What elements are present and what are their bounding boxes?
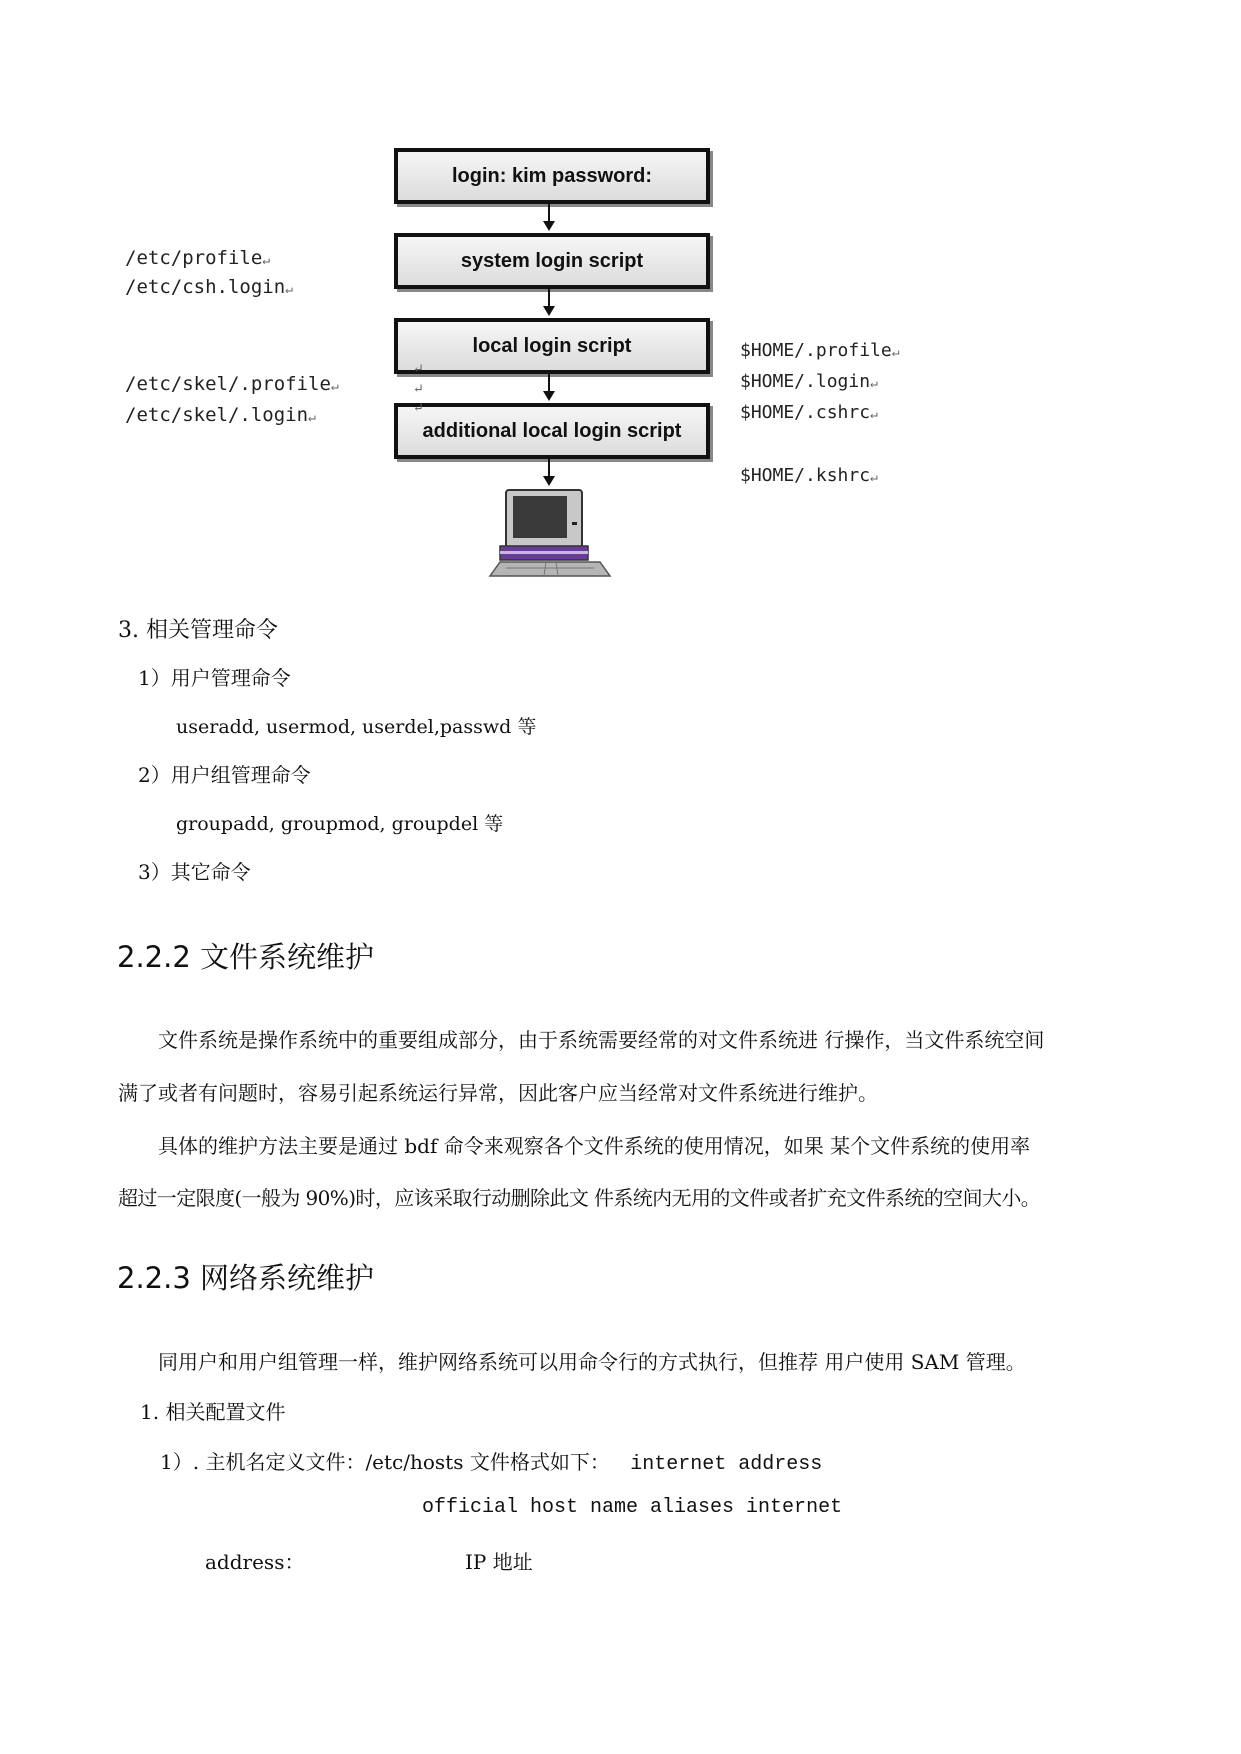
list-item-other-commands: 3）其它命令 [138, 860, 251, 884]
flow-box-local-login-script [394, 318, 710, 374]
flow-box-label: login: kim password: [451, 164, 653, 187]
flow-arrow [548, 374, 550, 391]
hosts-file-description: 1）. 主机名定义文件：/etc/hosts 文件格式如下： [160, 1450, 610, 1474]
flow-box-additional-login-script [394, 403, 710, 459]
paragraph-line: 具体的维护方法主要是通过 bdf 命令来观察各个文件系统的使用情况，如果 某个文件系统的使用率 [158, 1134, 1031, 1158]
address-value: IP 地址 [465, 1550, 533, 1574]
hosts-format-line: official host name aliases internet [422, 1496, 843, 1519]
path-home-cshrc: $HOME/.cshrc↵ [740, 402, 878, 423]
list-item-config-files: 1. 相关配置文件 [140, 1400, 286, 1424]
flow-box-label: local login script [472, 334, 632, 357]
section-heading-admin-commands: 3. 相关管理命令 [118, 618, 278, 643]
path-etc-profile: /etc/profile↵ [125, 247, 271, 269]
path-skel-login: /etc/skel/.login↵ [125, 404, 316, 426]
return-mark: ↵ [413, 382, 424, 397]
paragraph-line: 同用户和用户组管理一样，维护网络系统可以用命令行的方式执行，但推荐 用户使用 SAM 管理。 [158, 1350, 1026, 1374]
flow-arrow [548, 204, 550, 221]
paragraph-line: 超过一定限度(一般为 90%)时，应该采取行动删除此文 件系统内无用的文件或者扩充文件系统的空间大小。 [118, 1186, 1041, 1210]
computer-icon [486, 488, 614, 578]
section-heading-2-2-3: 2.2.3 网络系统维护 [117, 1261, 375, 1295]
path-home-profile: $HOME/.profile↵ [740, 340, 900, 361]
flow-arrow [548, 289, 550, 306]
address-label: address： [205, 1550, 305, 1574]
list-item-user-commands: 1）用户管理命令 [138, 666, 291, 690]
flow-arrow [548, 459, 550, 476]
path-etc-csh-login: /etc/csh.login↵ [125, 276, 293, 298]
list-item-group-commands: 2）用户组管理命令 [138, 763, 311, 787]
paragraph-line: 文件系统是操作系统中的重要组成部分，由于系统需要经常的对文件系统进 行操作，当文件系统空间 [158, 1028, 1045, 1052]
section-heading-2-2-2: 2.2.2 文件系统维护 [117, 940, 375, 974]
flow-box-label: additional local login script [422, 419, 682, 442]
user-command-list: useradd, usermod, userdel,passwd 等 [176, 716, 537, 738]
paragraph-line: 满了或者有问题时，容易引起系统运行异常，因此客户应当经常对文件系统进行维护。 [118, 1081, 878, 1105]
flow-box-label: system login script [460, 249, 644, 272]
path-home-login: $HOME/.login↵ [740, 371, 878, 392]
hosts-format-part: internet address [630, 1453, 823, 1476]
path-skel-profile: /etc/skel/.profile↵ [125, 373, 339, 395]
path-home-kshrc: $HOME/.kshrc↵ [740, 465, 878, 486]
return-mark: ↵ [413, 362, 424, 377]
hosts-file-line [160, 1446, 822, 1476]
flow-box-login [394, 148, 710, 204]
group-command-list: groupadd, groupmod, groupdel 等 [176, 813, 504, 835]
return-mark: ↵ [413, 401, 424, 416]
flow-box-system-login-script [394, 233, 710, 289]
